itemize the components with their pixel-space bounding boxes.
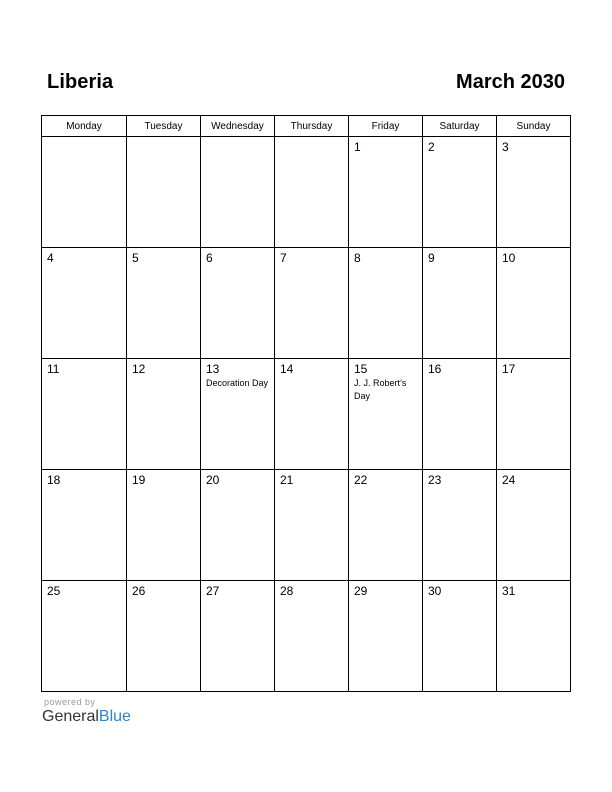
day-cell <box>349 470 423 581</box>
day-number: 3 <box>502 140 509 154</box>
weekday-header-row <box>42 116 571 137</box>
day-cell <box>201 248 275 359</box>
day-cell <box>423 581 497 692</box>
day-number: 19 <box>132 473 146 487</box>
logo-general: General <box>42 708 99 725</box>
day-cell <box>127 248 201 359</box>
day-number: 8 <box>354 251 361 265</box>
day-number: 15 <box>354 362 368 376</box>
day-number: 25 <box>47 584 61 598</box>
day-cell <box>201 359 275 470</box>
day-number: 12 <box>132 362 146 376</box>
day-number: 14 <box>280 362 294 376</box>
day-number: 11 <box>47 362 60 376</box>
day-cell <box>423 359 497 470</box>
day-cell <box>201 137 275 248</box>
day-number: 5 <box>132 251 139 265</box>
day-cell <box>127 359 201 470</box>
day-cell <box>42 581 127 692</box>
calendar-grid <box>41 115 571 692</box>
day-number: 20 <box>206 473 220 487</box>
month-title: March 2030 <box>456 71 565 93</box>
week-row <box>42 359 571 470</box>
day-number: 27 <box>206 584 220 598</box>
day-number: 10 <box>502 251 516 265</box>
day-cell <box>201 470 275 581</box>
holiday-label: Decoration Day <box>206 378 269 388</box>
day-cell <box>423 248 497 359</box>
day-cell <box>42 470 127 581</box>
day-cell <box>42 248 127 359</box>
day-number: 29 <box>354 584 368 598</box>
day-number: 16 <box>428 362 442 376</box>
day-cell <box>349 359 423 470</box>
logo-blue: Blue <box>98 708 131 725</box>
day-cell <box>349 248 423 359</box>
day-cell <box>275 137 349 248</box>
day-number: 7 <box>280 251 287 265</box>
holiday-label: J. J. Robert’s Day <box>354 378 407 401</box>
day-cell <box>275 470 349 581</box>
day-cell <box>497 248 571 359</box>
day-number: 31 <box>502 584 516 598</box>
weekday-header: Thursday <box>275 116 349 137</box>
day-number: 2 <box>428 140 435 154</box>
day-number: 24 <box>502 473 516 487</box>
week-row <box>42 248 571 359</box>
day-cell <box>497 470 571 581</box>
day-number: 1 <box>354 140 361 154</box>
day-number: 18 <box>47 473 61 487</box>
day-cell <box>275 359 349 470</box>
weekday-header: Sunday <box>497 116 571 137</box>
day-number: 23 <box>428 473 442 487</box>
day-cell <box>423 137 497 248</box>
day-cell <box>423 470 497 581</box>
day-number: 21 <box>280 473 294 487</box>
day-cell <box>497 581 571 692</box>
day-number: 22 <box>354 473 368 487</box>
day-cell <box>349 137 423 248</box>
weekday-header: Tuesday <box>127 116 201 137</box>
day-number: 26 <box>132 584 146 598</box>
day-cell <box>127 137 201 248</box>
week-row <box>42 137 571 248</box>
week-row <box>42 581 571 692</box>
day-cell <box>275 248 349 359</box>
day-cell <box>127 470 201 581</box>
weekday-header: Saturday <box>423 116 497 137</box>
weekday-header: Monday <box>42 116 127 137</box>
day-cell <box>349 581 423 692</box>
day-number: 9 <box>428 251 435 265</box>
day-cell <box>42 137 127 248</box>
day-number: 30 <box>428 584 442 598</box>
day-cell <box>497 359 571 470</box>
day-number: 13 <box>206 362 220 376</box>
day-number: 17 <box>502 362 516 376</box>
day-cell <box>201 581 275 692</box>
country-title: Liberia <box>47 71 114 93</box>
day-cell <box>42 359 127 470</box>
weekday-header: Friday <box>349 116 423 137</box>
day-number: 6 <box>206 251 213 265</box>
day-number: 4 <box>47 251 54 265</box>
week-row <box>42 470 571 581</box>
weekday-header: Wednesday <box>201 116 275 137</box>
powered-by-label: powered by <box>44 697 96 707</box>
day-cell <box>275 581 349 692</box>
day-cell <box>497 137 571 248</box>
generalblue-logo <box>42 708 131 726</box>
day-number: 28 <box>280 584 294 598</box>
day-cell <box>127 581 201 692</box>
